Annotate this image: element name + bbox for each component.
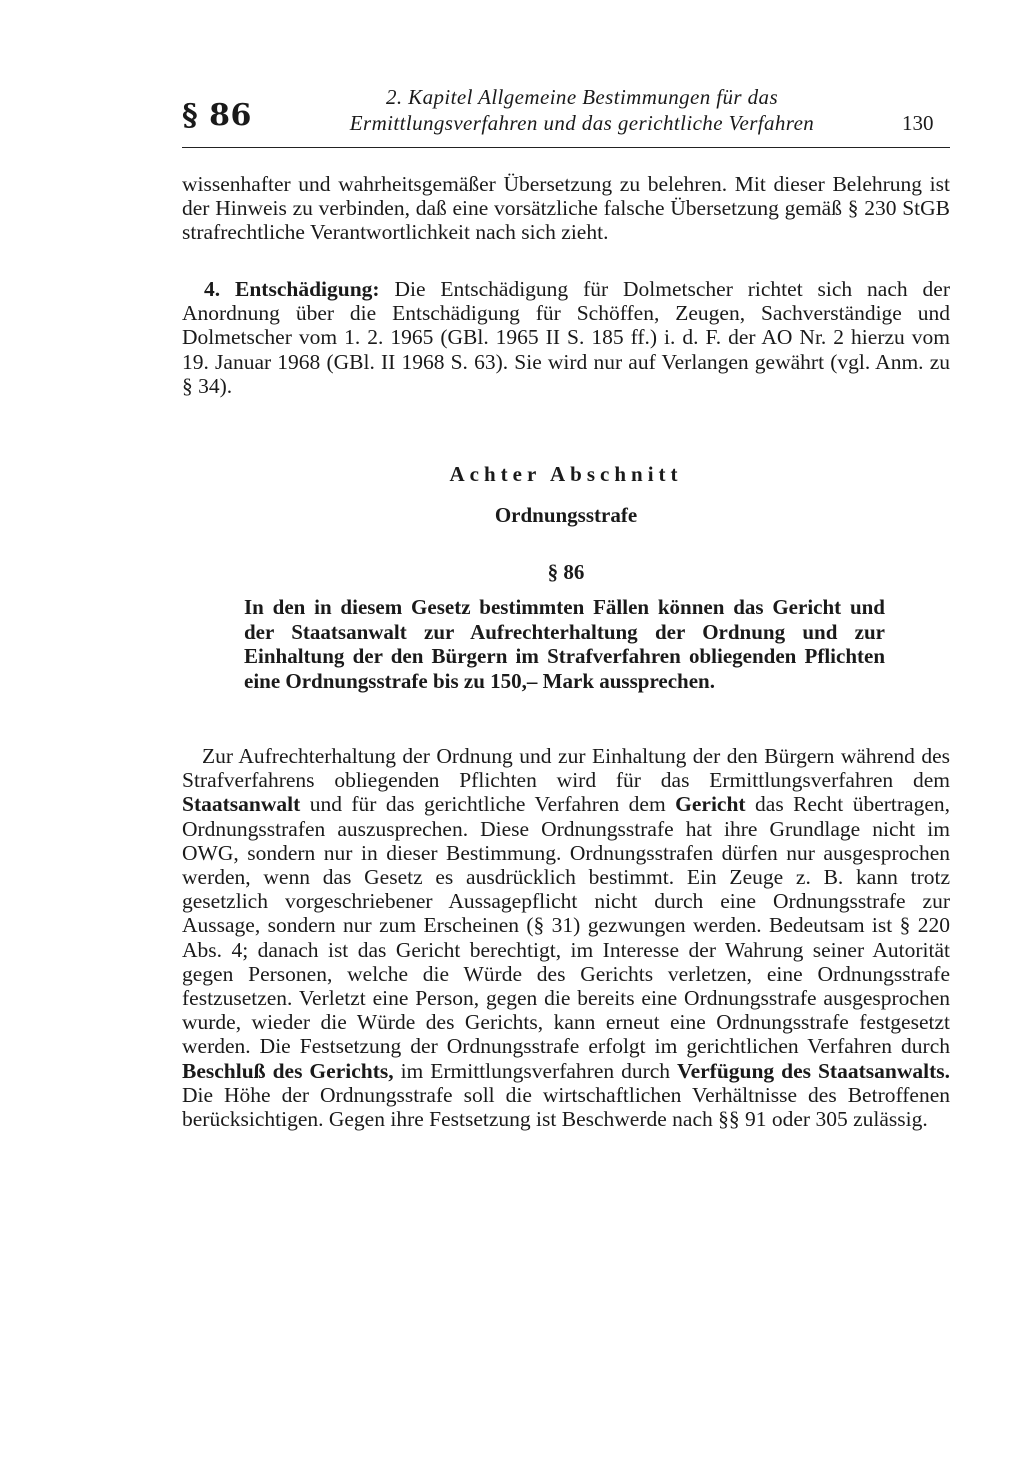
section-title: Ordnungsstrafe bbox=[494, 503, 638, 527]
commentary-bold-staatsanwalt: Staatsanwalt bbox=[182, 792, 301, 817]
commentary-bold-verfuegung: Verfügung des Staatsanwalts. bbox=[677, 1058, 950, 1083]
commentary-text-2: und für das gerichtliche Verfahren dem bbox=[300, 792, 676, 817]
item-4-heading: 4. Entschädigung: bbox=[204, 277, 380, 301]
page-number: 130 bbox=[902, 111, 934, 135]
item-4-text: Die Entschädigung für Dolmetscher richtet sich nach der Anordnung über die Entschädigung für Schöffen, Zeugen, Sachverständige und Dolmetscher vom 1. 2. 1965 (GBl. 1965 II S. 185 ff.) i. d. F. der AO Nr. 2 hierzu vom 19. Januar 1968 (GBl. II 1968 S. 63). Sie wird nur auf Verlangen gewährt (vgl. Anm. zu § 34). bbox=[182, 277, 950, 398]
continuation-paragraph: wissenhafter und wahrheitsgemäßer Übersetzung zu belehren. Mit dieser Belehrung ist der Hinweis zu verbinden, daß eine vorsätzliche falsche Übersetzung gemäß § 230 StGB strafrechtliche Verantwortlichkeit nach sich zieht. bbox=[182, 172, 950, 245]
header-chapter-title bbox=[282, 84, 882, 136]
commentary-text-5: Die Höhe der Ordnungsstrafe soll die wirtschaftlichen Verhältnisse des Betroffenen berücksichtigen. Gegen ihre Festsetzung ist Beschwerde nach §§ 91 oder 305 zulässig. bbox=[182, 1082, 950, 1132]
header-chapter-line-1: 2. Kapitel Allgemeine Bestimmungen für das bbox=[385, 85, 779, 109]
header-chapter-line-2: Ermittlungsverfahren und das gerichtliche Verfahren bbox=[349, 111, 815, 135]
item-4-paragraph bbox=[182, 277, 950, 398]
commentary-text-1: Zur Aufrechterhaltung der Ordnung und zur Einhaltung der den Bürgern während des Strafverfahrens obliegenden Pflichten wird für das Ermittlungsverfahren dem bbox=[182, 744, 950, 793]
commentary-bold-beschluss: Beschluß des Gerichts, bbox=[182, 1058, 394, 1083]
section-heading: Achter Abschnitt bbox=[449, 462, 683, 486]
commentary-text-4: im Ermittlungsverfahren durch bbox=[393, 1058, 678, 1083]
commentary-bold-gericht: Gericht bbox=[675, 792, 746, 817]
header-rule bbox=[182, 147, 950, 148]
paragraph-number: § 86 bbox=[547, 560, 585, 584]
commentary-text-3: das Recht übertragen, Ordnungsstrafen auszusprechen. Diese Ordnungsstrafe hat ihre Grundlage nicht im OWG, sondern nur in dieser Bestimmung. Ordnungsstrafen dürfen nur ausgesprochen werden, wenn das Gesetz es ausdrücklich bestimmt. Ein Zeuge z. B. kann trotz gesetzlich vorgeschriebener Aussagepflicht nicht durch eine Ordnungsstrafe zur Aussage, sondern nur zum Erscheinen (§ 31) gezwungen werden. Bedeutsam ist § 220 Abs. 4; danach ist das Gericht berechtigt, im Interesse der Wahrung seiner Autorität gegen Personen, welche die Würde des Gerichts verletzen, eine Ordnungsstrafe festzusetzen. Verletzt eine Person, gegen die bereits eine Ordnungsstrafe ausgesprochen wurde, wieder die Würde des Gerichts, kann erneut eine Ordnungsstrafe festgesetzt werden. Die Festsetzung der Ordnungsstrafe erfolgt im gerichtlichen Verfahren durch bbox=[182, 792, 950, 1059]
commentary-paragraph bbox=[182, 744, 950, 1131]
law-text: In den in diesem Gesetz bestimmten Fällen können das Gericht und der Staatsanwalt zur Aufrechterhaltung der Ordnung und zur Einhaltung der den Bürgern im Strafverfahren obliegenden Pflichten eine Ordnungsstrafe bis zu 150,– Mark aussprechen. bbox=[244, 595, 885, 693]
header-section-ref: § 86 bbox=[182, 98, 252, 133]
